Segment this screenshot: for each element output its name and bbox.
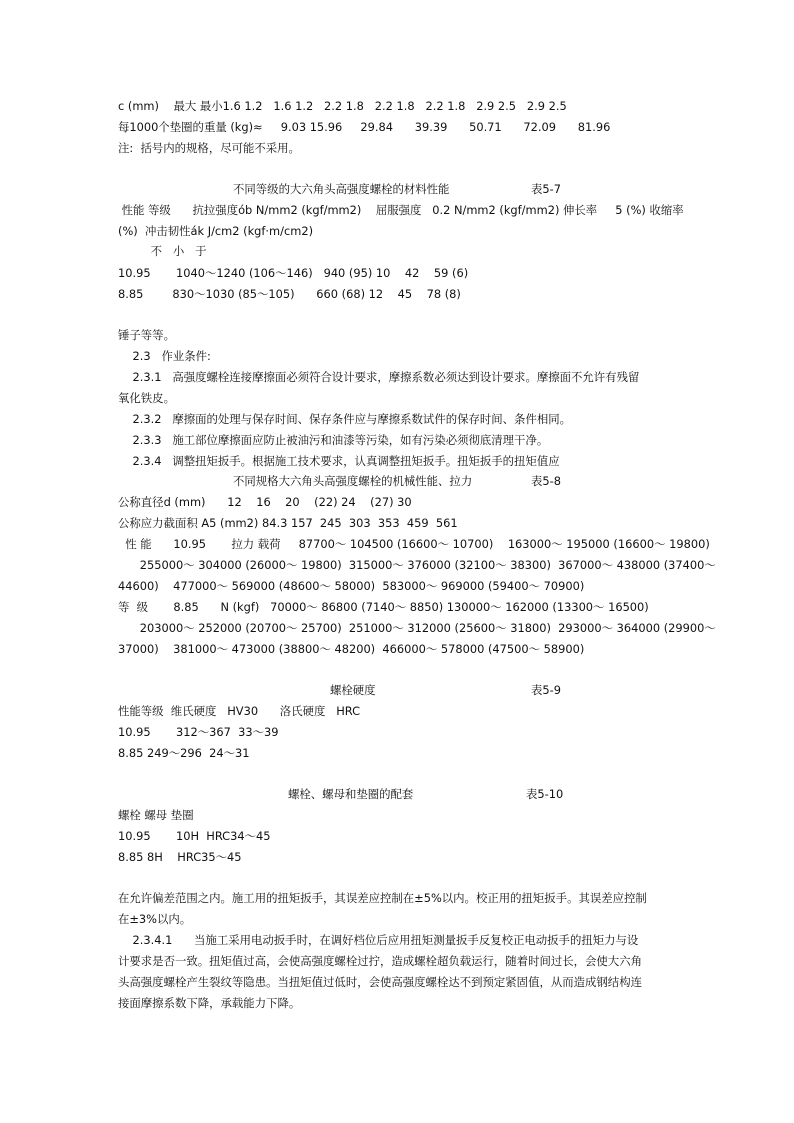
table-row: 255000～ 304000 (26000～ 19800) 315000～ 376000 (32100～ 38300) 367000～ 438000 (37400～ [118, 558, 716, 572]
table-5-9-header: 性能等级 维氏硬度 HV30 洛氏硬度 HRC [118, 704, 361, 718]
table-row: 8.85 8H HRC35～45 [118, 850, 242, 864]
table-row: 8.85 830～1030 (85～105) 660 (68) 12 45 78 (8) [118, 287, 461, 301]
table-5-7-header: 性能 等级 抗拉强度ób N/mm2 (kgf/mm2) 屈服强度 0.2 N/mm2 (kgf/mm2) 伸长率 5 (%) 收缩率 [118, 203, 684, 217]
table-5-8-diameter-row: 公称直径d (mm) 12 16 20 (22) 24 (27) 30 [118, 495, 412, 509]
paragraph-line: 接面摩擦系数下降，承载能力下降。 [118, 996, 301, 1010]
table-5-8-area-row: 公称应力截面积 A5 (mm2) 84.3 157 245 303 353 459 561 [118, 516, 458, 530]
section-heading: 2.3 作业条件: [118, 349, 211, 363]
paragraph-line: 在允许偏差范围之内。施工用的扭矩扳手，其误差应控制在±5%以内。校正用的扭矩扳手。其误差应控制 [118, 891, 647, 905]
table-5-10-title: 螺栓、螺母和垫圈的配套 [288, 787, 414, 801]
table-row: 44600) 477000～ 569000 (48600～ 58000) 583000～ 969000 (59400～ 70900) [118, 579, 585, 593]
table-5-9-number: 表5-9 [531, 683, 561, 697]
paragraph-line: 2.3.3 施工部位摩擦面应防止被油污和油漆等污染，如有污染必须彻底清理干净。 [118, 433, 549, 447]
note-line: 注: 括号内的规格，尽可能不采用。 [118, 141, 300, 155]
washer-thickness-row: c (mm) 最大 最小1.6 1.2 1.6 1.2 2.2 1.8 2.2 1.8 2.2 1.8 2.9 2.5 2.9 2.5 [118, 99, 567, 113]
table-row: 37000) 381000～ 473000 (38800～ 48200) 466000～ 578000 (47500～ 58900) [118, 642, 585, 656]
table-5-7-header-cont: (%) 冲击韧性ák J/cm2 (kgf·m/cm2) [118, 224, 314, 238]
paragraph-line: 氧化铁皮。 [118, 391, 175, 405]
table-row: 10.95 10H HRC34～45 [118, 829, 271, 843]
table-5-10-number: 表5-10 [526, 787, 564, 801]
paragraph-line: 2.3.1 高强度螺栓连接摩擦面必须符合设计要求，摩擦系数必须达到设计要求。摩擦面不允许有残留 [118, 370, 640, 384]
table-5-7-subheader: 不 小 于 [118, 244, 207, 258]
table-5-7-title: 不同等级的大六角头高强度螺栓的材料性能 [233, 182, 450, 196]
table-row: 10.95 1040～1240 (106～146) 940 (95) 10 42 59 (6) [118, 266, 469, 280]
table-row: 等 级 8.85 N (kgf) 70000～ 86800 (7140～ 8850) 130000～ 162000 (13300～ 16500) [118, 600, 649, 614]
table-5-8-title: 不同规格大六角头高强度螺栓的机械性能、拉力 [233, 474, 473, 488]
table-row: 10.95 312～367 33～39 [118, 725, 279, 739]
table-5-9-title: 螺栓硬度 [330, 683, 376, 697]
table-row: 203000～ 252000 (20700～ 25700) 251000～ 312000 (25600～ 31800) 293000～ 364000 (29900～ [118, 621, 716, 635]
paragraph-line: 2.3.4.1 当施工采用电动扳手时，在调好档位后应用扭矩测量扳手反复校正电动扳手的扭矩力与设 [118, 933, 639, 947]
table-row: 性 能 10.95 拉力 载荷 87700～ 104500 (16600～ 10700) 163000～ 195000 (16600～ 19800) [118, 537, 710, 551]
table-5-8-number: 表5-8 [531, 474, 561, 488]
table-5-10-header: 螺栓 螺母 垫圈 [118, 808, 194, 822]
paragraph-line: 2.3.2 摩擦面的处理与保存时间、保存条件应与摩擦系数试件的保存时间、条件相同。 [118, 412, 572, 426]
table-row: 8.85 249～296 24～31 [118, 746, 250, 760]
paragraph-line: 头高强度螺栓产生裂纹等隐患。当扭矩值过低时，会使高强度螺栓达不到预定紧固值，从而造成钢结构连 [118, 975, 642, 989]
paragraph-line: 2.3.4 调整扭矩扳手。根据施工技术要求，认真调整扭矩扳手。扭矩扳手的扭矩值应 [118, 454, 560, 468]
table-5-7-number: 表5-7 [531, 182, 561, 196]
paragraph-line: 在±3%以内。 [118, 912, 192, 926]
paragraph-line: 计要求是否一致。扭矩值过高，会使高强度螺栓过拧，造成螺栓超负载运行，随着时间过长，会使大六角 [118, 954, 642, 968]
washer-weight-row: 每1000个垫圈的重量 (kg)≈ 9.03 15.96 29.84 39.39 50.71 72.09 81.96 [118, 120, 611, 134]
paragraph-line: 锤子等等。 [118, 328, 175, 342]
